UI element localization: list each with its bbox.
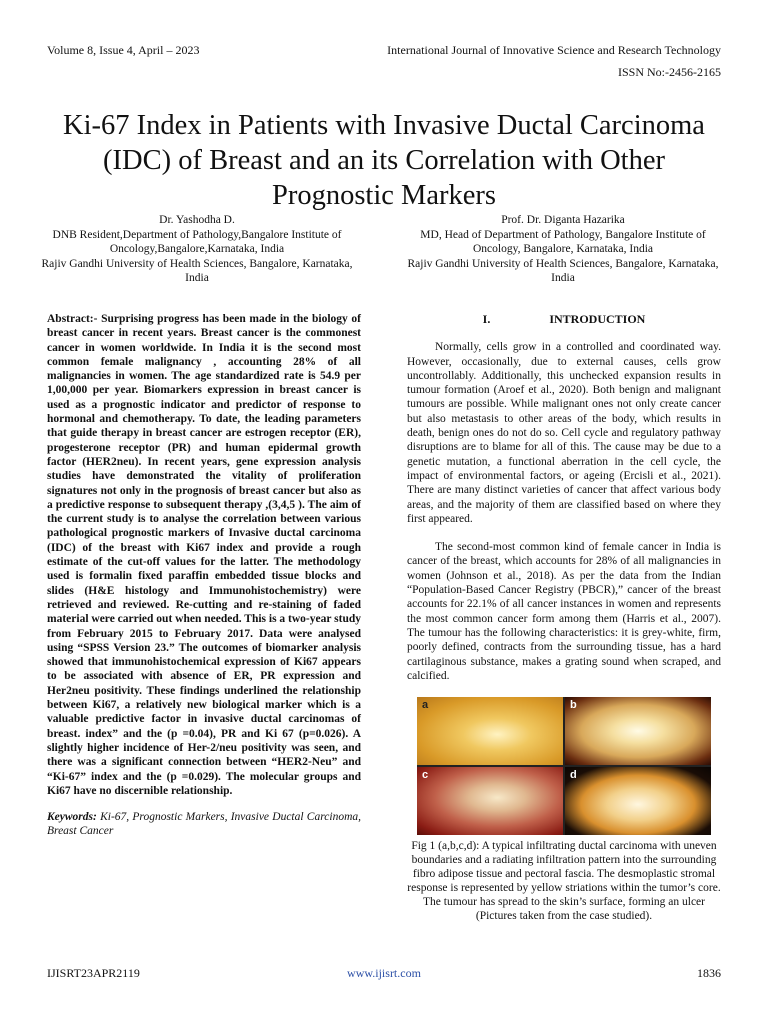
panel-label-d: d xyxy=(570,769,577,782)
figure-1 xyxy=(417,697,711,835)
figure-caption: Fig 1 (a,b,c,d): A typical infiltrating ductal carcinoma with uneven boundaries and a radiating infiltration pattern into the surrounding fibro adipose tissue and pectoral fascia. The desmoplastic stromal response is represented by yellow striations within the tumor’s core. The tumour has spread to the skin’s surface, forming an ulcer (Pictures taken from the case studied). xyxy=(407,840,721,923)
intro-paragraph-2: The second-most common kind of female cancer in India is cancer of the breast, which accounts for 28% of all malignancies in women (Johnson et al., 2018). As per the data from the Indian “Population-Based Cancer Registry (PBCR),” cancer of the breast accounts for 22.1% of all cancer instances in women and represents the most common cancer form among them (Harris et al., 2007). The tumour has the following characteristics: it is grey-white, firm, poorly defined, contracts from the surrounding tissue, has a hard cartilaginous substance, makes a grating sound when scraped, and calcified. xyxy=(407,541,721,682)
author-university: Rajiv Gandhi University of Health Sciences, Bangalore, Karnataka, India xyxy=(41,257,353,284)
abstract: Abstract:- Surprising progress has been made in the biology of breast cancer in recent years. Breast cancer is the commonest cancer in women worldwide. In India it is the second most common female malignancy , accounting 28% of all malignancies in women. The age standardized rate is 54.9 per 1,00,000 per year. Biomarkers expression in breast cancer is used as a prognostic indicator and predictor of response to hormonal and chemotherapy. To date, the leading parameters that guide therapy in breast cancer are estrogen receptor (ER), progesterone receptor (PR) and human epidermal growth factor (HER2neu). In recent years, gene expression analysis studies have demonstrated the vitality of proliferation signatures not only in the prognosis of breast cancer but also as a predictive response to subsequent therapy ,(3,4,5 ). The aim of the current study is to analyse the correlation between various pathological prognostic markers of Invasive ductal carcinoma (IDC) of the breast with Ki67 index and provide a rough estimate of the cut-off values for the latter. The methodology used is formalin fixed paraffin embedded tissue blocks and slides (H&E histology and Immunohistochemistry) were retrieved and reviewed. Re-cutting and re-staining of faded material were carried out when needed. This is a two-year study from February 2015 to February 2017. Data were analysed using “SPSS Version 23.” The outcomes of biomarker analysis showed that immunohistochemical expression of Ki67 appears to be associated with absence of ER, PR expression and Her2neu positivity. These findings underlined the relationship between Ki67, a relatively new biological marker which is a valuable predictive factor in invasive ductal carcinomas of breast. index” and the (p =0.04), PR and Ki 67 (p=0.026). A slightly higher incidence of Her-2/neu positivity was seen, and there was a significant connection between “HER2-Neu” and “Ki-67” index and the (p =0.029). The molecular groups and Ki67 have no discernible relationship. xyxy=(47,313,361,797)
section-heading xyxy=(407,312,721,326)
panel-label-c: c xyxy=(422,769,429,782)
figure-panel-a-image xyxy=(417,697,563,765)
keywords-label: Keywords: xyxy=(47,811,97,824)
journal-name: International Journal of Innovative Science and Research Technology xyxy=(387,43,721,57)
panel-label-a: a xyxy=(422,699,429,712)
left-column xyxy=(47,312,361,839)
panel-label-b: b xyxy=(570,699,577,712)
author-affiliation: MD, Head of Department of Pathology, Bangalore Institute of Oncology, Bangalore, Karnataka, India xyxy=(420,228,706,255)
journal-website-link[interactable]: www.ijisrt.com xyxy=(347,966,421,980)
author-university: Rajiv Gandhi University of Health Sciences, Bangalore, Karnataka, India xyxy=(407,257,719,284)
author-block-1 xyxy=(32,213,362,286)
author-name: Prof. Dr. Diganta Hazarika xyxy=(501,214,625,226)
volume-info: Volume 8, Issue 4, April – 2023 xyxy=(47,43,200,57)
section-title: INTRODUCTION xyxy=(549,312,646,326)
author-block-2 xyxy=(398,213,728,286)
figure-panel-d-image xyxy=(565,767,711,835)
author-affiliation: DNB Resident,Department of Pathology,Bangalore Institute of Oncology,Bangalore,Karnataka, India xyxy=(52,228,342,255)
intro-paragraph-1: Normally, cells grow in a controlled and coordinated way. However, occasionally, due to external causes, cells grow uncontrollably. Additionally, this unchecked expansion results in tumour formation (Aroef et al., 2020). Both benign and malignant tumours are possible. While malignant ones not only create cancer but also metastasis to other areas of the body, which results in death, benign ones do not do so. Cell cycle and regulatory pathway disruptions are to blame for all of this. The cause may be due to a genetic mutation, a functional aberration in the cell cycle, the impact of environmental factors, or ageing (Ercisli et al., 2021). There are many distinct varieties of cancer that affect various body areas, and the majority of them are classified based on where they first appeared. xyxy=(407,341,721,525)
right-column xyxy=(407,312,721,923)
figure-panel-b-image xyxy=(565,697,711,765)
paper-id: IJISRT23APR2119 xyxy=(47,966,140,980)
author-name: Dr. Yashodha D. xyxy=(159,214,235,226)
figure-panel-c-image xyxy=(417,767,563,835)
issn: ISSN No:-2456-2165 xyxy=(617,65,721,79)
section-number: I. xyxy=(482,312,491,326)
paper-title: Ki-67 Index in Patients with Invasive Ductal Carcinoma (IDC) of Breast and an its Correlation with Other Prognostic Markers xyxy=(63,110,705,212)
page-number: 1836 xyxy=(697,966,721,980)
keywords xyxy=(47,810,361,839)
keywords-text: Ki-67, Prognostic Markers, Invasive Ductal Carcinoma, Breast Cancer xyxy=(47,811,361,838)
